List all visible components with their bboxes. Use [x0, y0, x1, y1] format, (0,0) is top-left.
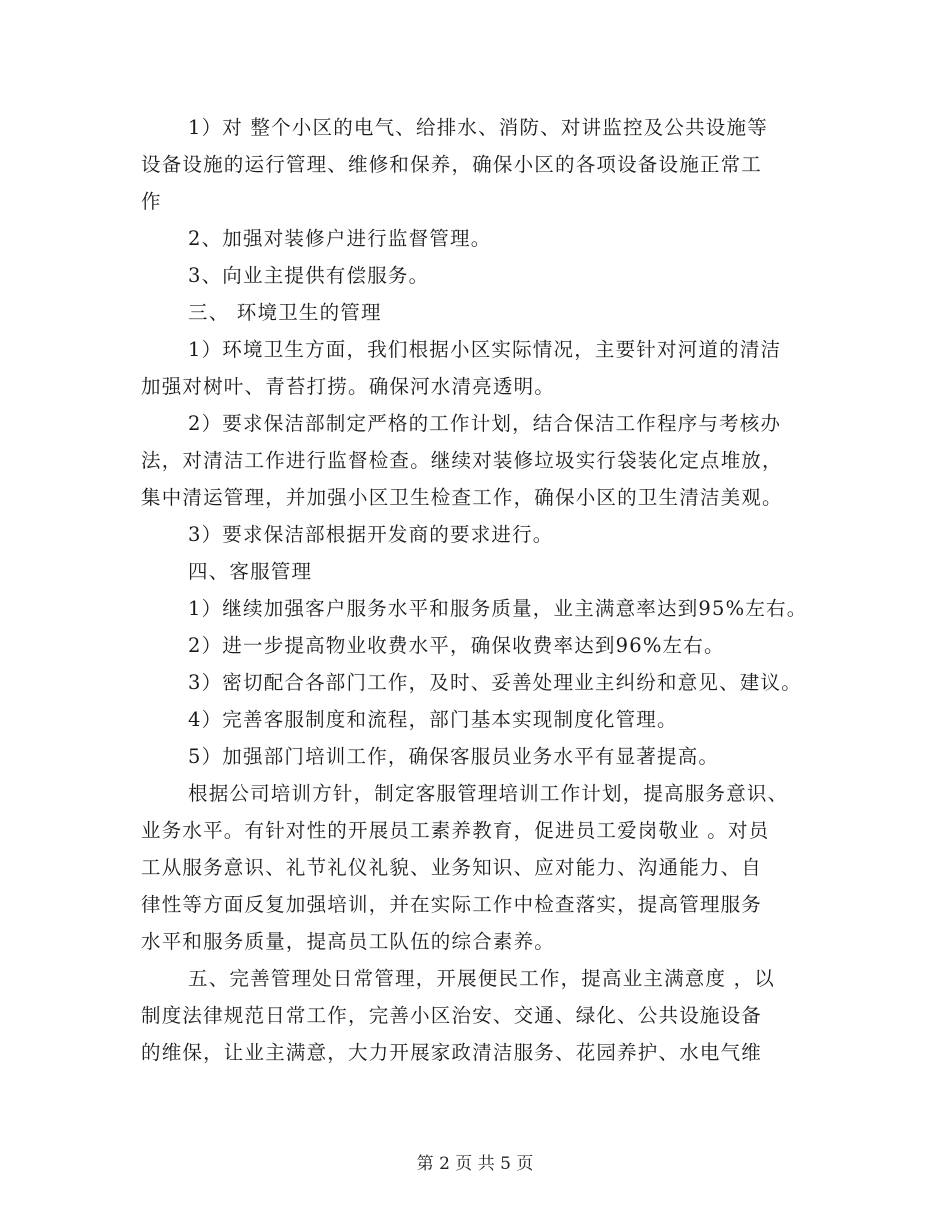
- text-line: 作: [141, 190, 162, 213]
- text-line: 水平和服务质量，提高员工队伍的综合素养。: [141, 930, 556, 953]
- text-line: 根据公司培训方针，制定客服管理培训工作计划，提高服务意识、: [188, 782, 789, 805]
- section-heading: 三、 环境卫生的管理: [188, 301, 382, 324]
- text-line: 3、向业主提供有偿服务。: [188, 264, 430, 287]
- page-number-footer: 第 2 页 共 5 页: [416, 1154, 534, 1174]
- text-line: 集中清运管理，并加强小区卫生检查工作，确保小区的卫生清洁美观。: [141, 486, 783, 509]
- list-item: 2）进一步提高物业收费水平，确保收费率达到96%左右。: [188, 634, 725, 657]
- text-line: 1）对 整个小区的电气、给排水、消防、对讲监控及公共设施等: [188, 116, 768, 139]
- section-heading: 四、客服管理: [188, 560, 313, 583]
- text-line: 工从服务意识、礼节礼仪礼貌、业务知识、应对能力、沟通能力、自: [141, 856, 763, 879]
- text-line: 设备设施的运行管理、维修和保养，确保小区的各项设备设施正常工: [141, 153, 763, 176]
- list-item: 5）加强部门培训工作，确保客服员业务水平有显著提高。: [188, 745, 720, 768]
- text-line: 2）要求保洁部制定严格的工作计划，结合保洁工作程序与考核办: [188, 412, 782, 435]
- text-line: 律性等方面反复加强培训，并在实际工作中检查落实，提高管理服务: [141, 893, 763, 916]
- text-line: 的维保，让业主满意，大力开展家政清洁服务、花园养护、水电气维: [141, 1041, 763, 1064]
- list-item: 4）完善客服制度和流程，部门基本实现制度化管理。: [188, 708, 678, 731]
- text-line: 1）环境卫生方面，我们根据小区实际情况，主要针对河道的清洁: [188, 338, 782, 361]
- text-line: 加强对树叶、青苔打捞。确保河水清亮透明。: [141, 375, 556, 398]
- list-item: 1）继续加强客户服务水平和服务质量，业主满意率达到95%左右。: [188, 597, 808, 620]
- text-line: 业务水平。有针对性的开展员工素养教育，促进员工爱岗敬业 。对员: [141, 819, 770, 842]
- text-line: 制度法律规范日常工作，完善小区治安、交通、绿化、公共设施设备: [141, 1004, 763, 1027]
- list-item: 3）密切配合各部门工作，及时、妥善处理业主纠纷和意见、建议。: [188, 671, 802, 694]
- text-line: 五、完善管理处日常管理，开展便民工作，提高业主满意度 ，以: [188, 967, 775, 990]
- text-line: 3）要求保洁部根据开发商的要求进行。: [188, 523, 554, 546]
- text-line: 法，对清洁工作进行监督检查。继续对装修垃圾实行袋装化定点堆放，: [141, 449, 783, 472]
- text-line: 2、加强对装修户进行监督管理。: [188, 227, 492, 250]
